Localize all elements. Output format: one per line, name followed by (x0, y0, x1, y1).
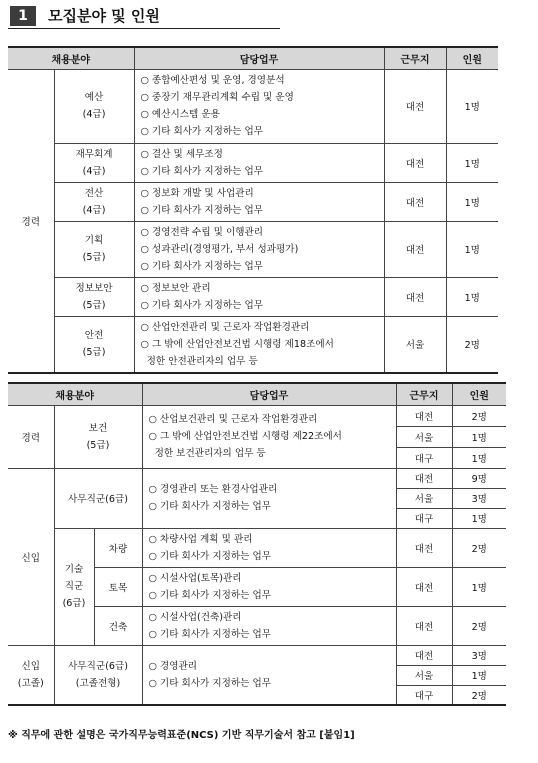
location-cell: 대전 (384, 69, 446, 143)
count-cell: 1명 (452, 447, 506, 468)
header-field: 채용분야 (8, 383, 142, 405)
field-cell: 안전 (5급) (54, 316, 134, 373)
header-field: 채용분야 (8, 47, 134, 69)
table-row (8, 69, 498, 143)
duties-cell: ○ 정보보안 관리 ○ 기타 회사가 지정하는 업무 (134, 277, 384, 316)
count-cell: 1명 (452, 426, 506, 447)
group-label: 신입 (8, 468, 54, 645)
count-cell: 1명 (446, 69, 498, 143)
section-title: 모집분야 및 인원 (48, 7, 160, 25)
table-row (8, 528, 506, 567)
duties-cell: ○ 정보화 개발 및 사업관리 ○ 기타 회사가 지정하는 업무 (134, 182, 384, 221)
header-count: 인원 (452, 383, 506, 405)
count-cell: 2명 (446, 316, 498, 373)
field-cell: 기획 (5급) (54, 221, 134, 277)
location-cell: 대전 (396, 528, 452, 567)
location-cell: 대전 (384, 277, 446, 316)
location-cell: 대전 (384, 143, 446, 182)
section-number: 1 (10, 6, 36, 26)
count-cell: 1명 (452, 665, 506, 685)
location-cell: 대전 (396, 468, 452, 488)
location-cell: 서울 (384, 316, 446, 373)
footnote: ※ 직무에 관한 설명은 국가직무능력표준(NCS) 기반 직무기술서 참고 [붙임1] (8, 730, 355, 741)
count-cell: 1명 (446, 277, 498, 316)
table-row (8, 182, 498, 221)
count-cell: 1명 (446, 221, 498, 277)
field-cell: 차량 (94, 528, 142, 567)
section-header (8, 4, 280, 29)
location-cell: 대전 (396, 645, 452, 665)
field-cell: 건축 (94, 606, 142, 645)
duties-cell: ○ 경영전략 수립 및 이행관리 ○ 성과관리(경영평가, 부서 성과평가) ○ 기타 회사가 지정하는 업무 (134, 221, 384, 277)
group-label: 경력 (8, 405, 54, 468)
duties-cell: ○ 종합예산편성 및 운영, 경영분석 ○ 중장기 재무관리계획 수립 및 운영 ○ 예산시스템 운용 ○ 기타 회사가 지정하는 업무 (134, 69, 384, 143)
table-header-row (8, 47, 498, 69)
field-cell: 사무직군(6급) (54, 468, 142, 528)
location-cell: 대전 (384, 221, 446, 277)
table-header-row (8, 383, 506, 405)
header-duties: 담당업무 (142, 383, 396, 405)
header-count: 인원 (446, 47, 498, 69)
new-recruitment-table (8, 382, 506, 706)
table-row (8, 221, 498, 277)
location-cell: 서울 (396, 426, 452, 447)
count-cell: 3명 (452, 645, 506, 665)
location-cell: 대구 (396, 508, 452, 528)
field-cell: 정보보안 (5급) (54, 277, 134, 316)
count-cell: 1명 (446, 182, 498, 221)
group-label: 경력 (8, 69, 54, 373)
table-row (8, 645, 506, 665)
count-cell: 1명 (446, 143, 498, 182)
location-cell: 대전 (396, 567, 452, 606)
duties-cell: ○ 시설사업(토목)관리 ○ 기타 회사가 지정하는 업무 (142, 567, 396, 606)
field-cell: 재무회계 (4급) (54, 143, 134, 182)
table-row (8, 277, 498, 316)
count-cell: 1명 (452, 567, 506, 606)
table-row (8, 143, 498, 182)
duties-cell: ○ 결산 및 세무조정 ○ 기타 회사가 지정하는 업무 (134, 143, 384, 182)
field-cell: 전산 (4급) (54, 182, 134, 221)
header-location: 근무지 (396, 383, 452, 405)
duties-cell: ○ 시설사업(건축)관리 ○ 기타 회사가 지정하는 업무 (142, 606, 396, 645)
header-duties: 담당업무 (134, 47, 384, 69)
count-cell: 9명 (452, 468, 506, 488)
count-cell: 2명 (452, 685, 506, 705)
field-cell: 보건 (5급) (54, 405, 142, 468)
location-cell: 대전 (396, 405, 452, 426)
location-cell: 서울 (396, 488, 452, 508)
count-cell: 1명 (452, 508, 506, 528)
count-cell: 3명 (452, 488, 506, 508)
duties-cell: ○ 경영관리 ○ 기타 회사가 지정하는 업무 (142, 645, 396, 705)
tech-group-label: 기술 직군 (6급) (54, 528, 94, 645)
location-cell: 대구 (396, 685, 452, 705)
location-cell: 대전 (396, 606, 452, 645)
duties-cell: ○ 경영관리 또는 환경사업관리 ○ 기타 회사가 지정하는 업무 (142, 468, 396, 528)
count-cell: 2명 (452, 606, 506, 645)
field-cell: 토목 (94, 567, 142, 606)
location-cell: 서울 (396, 665, 452, 685)
header-location: 근무지 (384, 47, 446, 69)
field-cell: 예산 (4급) (54, 69, 134, 143)
location-cell: 대구 (396, 447, 452, 468)
table-row (8, 405, 506, 426)
field-cell: 사무직군(6급) (고졸전형) (54, 645, 142, 705)
experienced-recruitment-table (8, 46, 498, 374)
count-cell: 2명 (452, 405, 506, 426)
duties-cell: ○ 산업보건관리 및 근로자 작업환경관리 ○ 그 밖에 산업안전보건법 시행령 제22조에서 정한 보건관리자의 업무 등 (142, 405, 396, 468)
count-cell: 2명 (452, 528, 506, 567)
table-row (8, 316, 498, 373)
duties-cell: ○ 차량사업 계획 및 관리 ○ 기타 회사가 지정하는 업무 (142, 528, 396, 567)
group-label: 신입 (고졸) (8, 645, 54, 705)
duties-cell: ○ 산업안전관리 및 근로자 작업환경관리 ○ 그 밖에 산업안전보건법 시행령 제18조에서 정한 안전관리자의 업무 등 (134, 316, 384, 373)
location-cell: 대전 (384, 182, 446, 221)
table-row (8, 468, 506, 488)
